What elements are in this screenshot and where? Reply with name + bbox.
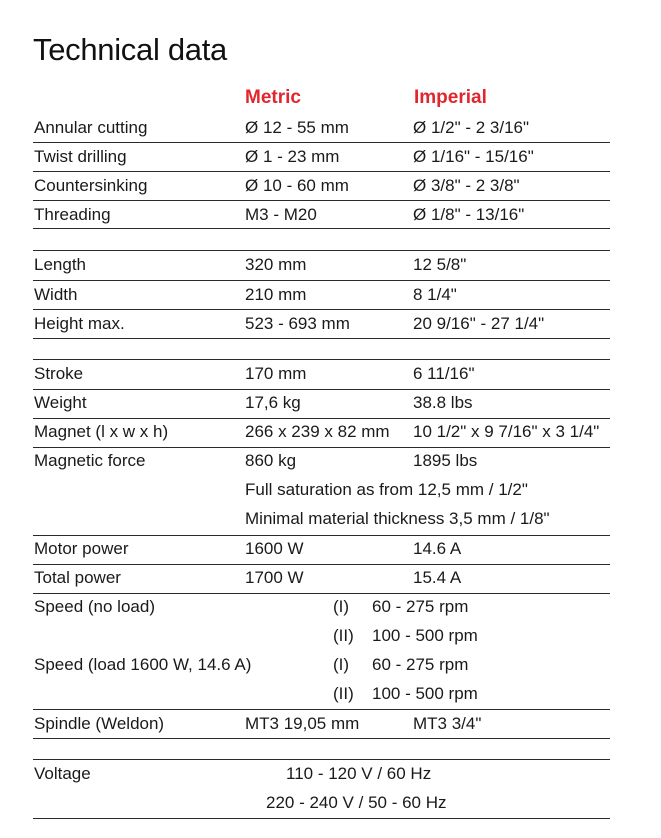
- voltage-value: 110 - 120 V / 60 Hz: [286, 764, 432, 783]
- spec-label: Weight: [34, 393, 87, 412]
- spec-imperial: Ø 3/8" - 2 3/8": [413, 176, 520, 195]
- spec-label: Total power: [34, 568, 121, 587]
- spec-imperial: 38.8 lbs: [413, 393, 473, 412]
- gear-label: (II): [333, 626, 354, 645]
- spec-imperial: 1895 lbs: [413, 451, 478, 470]
- spec-label: Length: [34, 255, 86, 274]
- gear-label: (I): [333, 597, 350, 616]
- spec-label: Voltage: [34, 764, 91, 783]
- gear-label: (II): [333, 684, 354, 703]
- speed-value: 60 - 275 rpm: [372, 597, 469, 616]
- divider: [33, 228, 610, 229]
- spec-imperial: 20 9/16" - 27 1/4": [413, 314, 545, 333]
- spec-metric: 17,6 kg: [245, 393, 301, 412]
- divider: [33, 818, 610, 819]
- spec-label: Width: [34, 285, 78, 304]
- speed-value: 60 - 275 rpm: [372, 655, 469, 674]
- metric-column-header: Metric: [245, 87, 301, 108]
- spec-metric: 170 mm: [245, 364, 307, 383]
- divider: [33, 709, 610, 710]
- spec-label: Stroke: [34, 364, 84, 383]
- spec-metric: MT3 19,05 mm: [245, 714, 360, 733]
- spec-label: Magnet (l x w x h): [34, 422, 169, 441]
- spec-label: Countersinking: [34, 176, 148, 195]
- voltage-value: 220 - 240 V / 50 - 60 Hz: [266, 793, 447, 812]
- divider: [33, 418, 610, 419]
- divider: [33, 280, 610, 281]
- spec-metric: 210 mm: [245, 285, 307, 304]
- spec-imperial: 15.4 A: [413, 568, 462, 587]
- magnetic-note: Minimal material thickness 3,5 mm / 1/8": [245, 509, 550, 528]
- spec-imperial: 6 11/16": [413, 364, 475, 383]
- divider: [33, 142, 610, 143]
- spec-metric: 1700 W: [245, 568, 304, 587]
- divider: [33, 447, 610, 448]
- divider: [33, 200, 610, 201]
- spec-label: Motor power: [34, 539, 129, 558]
- spec-imperial: Ø 1/2" - 2 3/16": [413, 118, 530, 137]
- divider: [33, 338, 610, 339]
- spec-imperial: Ø 1/8" - 13/16": [413, 205, 525, 224]
- spec-label: Height max.: [34, 314, 125, 333]
- imperial-column-header: Imperial: [414, 87, 487, 108]
- spec-label: Speed (no load): [34, 597, 155, 616]
- spec-imperial: 12 5/8": [413, 255, 467, 274]
- spec-imperial: 14.6 A: [413, 539, 462, 558]
- spec-label: Spindle (Weldon): [34, 714, 165, 733]
- divider: [33, 738, 610, 739]
- spec-metric: Ø 10 - 60 mm: [245, 176, 349, 195]
- spec-metric: 523 - 693 mm: [245, 314, 350, 333]
- spec-metric: M3 - M20: [245, 205, 317, 224]
- spec-label: Twist drilling: [34, 147, 127, 166]
- spec-imperial: Ø 1/16" - 15/16": [413, 147, 534, 166]
- spec-metric: Ø 1 - 23 mm: [245, 147, 340, 166]
- spec-metric: Ø 12 - 55 mm: [245, 118, 349, 137]
- page-title: Technical data: [33, 32, 227, 67]
- divider: [33, 171, 610, 172]
- speed-value: 100 - 500 rpm: [372, 626, 478, 645]
- spec-metric: 1600 W: [245, 539, 304, 558]
- divider: [33, 759, 610, 760]
- divider: [33, 309, 610, 310]
- magnetic-note: Full saturation as from 12,5 mm / 1/2": [245, 480, 528, 499]
- spec-label: Speed (load 1600 W, 14.6 A): [34, 655, 252, 674]
- spec-metric: 860 kg: [245, 451, 297, 470]
- spec-metric: 320 mm: [245, 255, 307, 274]
- spec-imperial: MT3 3/4": [413, 714, 482, 733]
- spec-label: Annular cutting: [34, 118, 148, 137]
- divider: [33, 389, 610, 390]
- divider: [33, 593, 610, 594]
- spec-label: Magnetic force: [34, 451, 146, 470]
- spec-label: Threading: [34, 205, 111, 224]
- divider: [33, 535, 610, 536]
- spec-metric: 266 x 239 x 82 mm: [245, 422, 390, 441]
- speed-value: 100 - 500 rpm: [372, 684, 478, 703]
- divider: [33, 250, 610, 251]
- divider: [33, 564, 610, 565]
- spec-imperial: 10 1/2" x 9 7/16" x 3 1/4": [413, 422, 600, 441]
- gear-label: (I): [333, 655, 350, 674]
- divider: [33, 359, 610, 360]
- spec-imperial: 8 1/4": [413, 285, 457, 304]
